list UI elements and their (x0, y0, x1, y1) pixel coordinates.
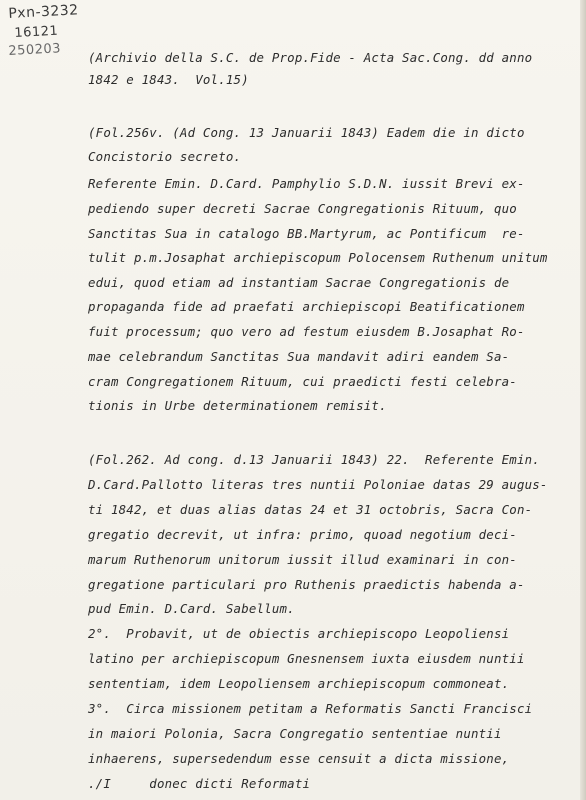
text-line: fuit processum; quo vero ad festum eiusdem B.Josaphat Ro- (88, 324, 525, 339)
text-line: mae celebrandum Sanctitas Sua mandavit adiri eandem Sa- (88, 349, 510, 364)
text-line: propaganda fide ad praefati archiepiscopi Beatificationem (88, 299, 525, 314)
text-line: latino per archiepiscopum Gnesnensem iuxta eiusdem nuntii (88, 651, 525, 666)
text-line: inhaerens, supersedendum esse censuit a dicta missione, (88, 751, 510, 766)
text-line: D.Card.Pallotto literas tres nuntii Poloniae datas 29 augus- (88, 477, 548, 492)
text-line: pud Emin. D.Card. Sabellum. (88, 601, 295, 616)
text-line: cram Congregationem Rituum, cui praedicti festi celebra- (88, 374, 517, 389)
handwritten-reference: Pxn-3232 (8, 2, 80, 22)
text-line: Referente Emin. D.Card. Pamphylio S.D.N. iussit Brevi ex- (88, 176, 525, 191)
text-line: Concistorio secreto. (88, 149, 242, 164)
text-line: (Fol.262. Ad cong. d.13 Januarii 1843) 22. Referente Emin. (88, 452, 540, 467)
handwritten-code: 250203 (8, 41, 62, 59)
text-line: (Fol.256v. (Ad Cong. 13 Januarii 1843) Eadem die in dicto (88, 125, 525, 140)
header-line: (Archivio della S.C. de Prop.Fide - Acta Sac.Cong. dd anno (88, 50, 533, 65)
text-line: gregatio decrevit, ut infra: primo, quoad negotium deci- (88, 527, 517, 542)
handwritten-number: 16121 (14, 23, 59, 41)
text-line: 3°. Circa missionem petitam a Reformatis Sancti Francisci (88, 701, 533, 716)
text-line: edui, quod etiam ad instantiam Sacrae Congregationis de (88, 275, 510, 290)
text-line: ti 1842, et duas alias datas 24 et 31 octobris, Sacra Con- (88, 502, 533, 517)
text-line: gregatione particulari pro Ruthenis praedictis habenda a- (88, 577, 525, 592)
header-line: 1842 e 1843. Vol.15) (88, 72, 249, 87)
text-line: in maiori Polonia, Sacra Congregatio sententiae nuntii (88, 726, 502, 741)
text-line: pediendo super decreti Sacrae Congregationis Rituum, quo (88, 201, 517, 216)
page-edge (580, 0, 586, 800)
text-line: Sanctitas Sua in catalogo BB.Martyrum, ac Pontificum re- (88, 226, 525, 241)
text-line: marum Ruthenorum unitorum iussit illud examinari in con- (88, 552, 517, 567)
text-line: sententiam, idem Leopoliensem archiepiscopum commoneat. (88, 676, 510, 691)
text-line: tionis in Urbe determinationem remisit. (88, 398, 387, 413)
text-line: 2°. Probavit, ut de obiectis archiepiscopo Leopoliensi (88, 626, 510, 641)
text-line: tulit p.m.Josaphat archiepiscopum Polocensem Ruthenum unitum (88, 250, 548, 265)
text-line: ./I donec dicti Reformati (88, 776, 311, 791)
